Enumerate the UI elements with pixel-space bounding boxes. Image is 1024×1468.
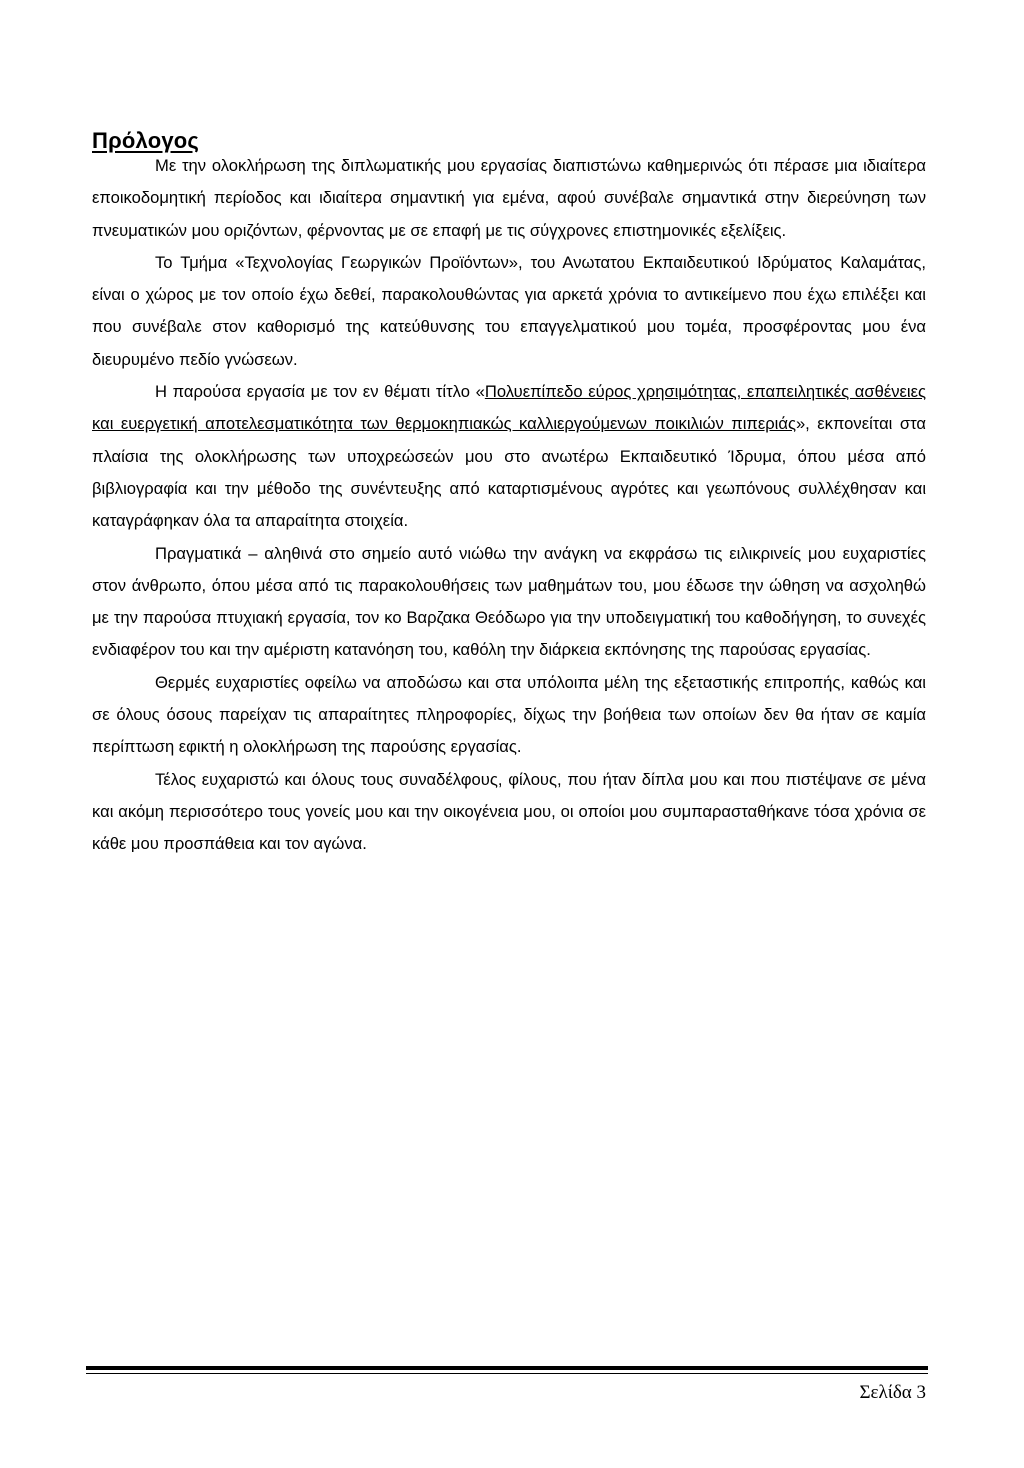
paragraph-4: Πραγματικά – αληθινά στο σημείο αυτό νιώθω την ανάγκη να εκφράσω τις ειλικρινείς μου ευχαριστίες στον άνθρωπο, όπου μέσα από τις παρακολουθήσεις των μαθημάτων του, μου έδωσε την ώθηση να ασχοληθώ με την παρούσα πτυχιακή εργασία, τον κο Βαρζακα Θεόδωρο για την υποδειγματική του καθοδήγηση, το συνεχές ενδιαφέρον του και την αμέριστη κατανόηση του, καθόλη την διάρκεια εκπόνησης της παρούσας εργασίας. (92, 543, 926, 660)
paragraph-1: Με την ολοκλήρωση της διπλωματικής μου εργασίας διαπιστώνω καθημερινώς ότι πέρασε μια ιδιαίτερα εποικοδομητική περίοδος και ιδιαίτερα σημαντική για εμένα, αφού συνέβαλε σημαντικά στην διερεύνηση των πνευματικών μου οριζόντων, φέρνοντας με σε επαφή με τις σύγχρονες επιστημονικές εξελίξεις. (92, 156, 926, 240)
paragraph-2: Το Τμήμα «Τεχνολογίας Γεωργικών Προϊόντων», του Ανωτατου Εκπαιδευτικού Ιδρύματος Καλαμάτας, είναι ο χώρος με τον οποίο έχω δεθεί, παρακολουθώντας για αρκετά χρόνια το αντικείμενο που έχω επιλέξει και που συνέβαλε στον καθορισμό της κατεύθυνσης του επαγγελματικού μου τομέα, προσφέροντας μου ένα διευρυμένο πεδίο γνώσεων. (92, 252, 926, 369)
footer-divider-thin (86, 1373, 928, 1374)
paragraph-5: Θερμές ευχαριστίες οφείλω να αποδώσω και στα υπόλοιπα μέλη της εξεταστικής επιτροπής, καθώς και σε όλους όσους παρείχαν τις απαραίτητες πληροφορίες, δίχως την βοήθεια των οποίων δεν θα ήταν σε καμία περίπτωση εφικτή η ολοκλήρωση της παρούσης εργασίας. (92, 672, 926, 757)
page-number: Σελίδα 3 (859, 1382, 926, 1403)
paragraph-3-intro: Η παρούσα εργασία με τον εν θέματι τίτλο « (155, 382, 485, 402)
page-title: Πρόλογος (92, 128, 200, 153)
thesis-title: Πολυεπίπεδο εύρος χρησιμότητας, επαπειλητικές ασθένειες και ευεργετική αποτελεσματικότητα των θερμοκηπιακώς καλλιεργούμενων ποικιλιών πιπεριάς (92, 382, 926, 434)
paragraph-3 (92, 376, 926, 537)
body-text (92, 150, 926, 861)
paragraph-6: Τέλος ευχαριστώ και όλους τους συναδέλφους, φίλους, που ήταν δίπλα μου και που πιστέψανε σε μένα και ακόμη περισσότερο τους γονείς μου και την οικογένεια μου, οι οποίοι μου συμπαρασταθήκανε τόσα χρόνια σε κάθε μου προσπάθεια και τον αγώνα. (92, 769, 926, 854)
footer-divider (86, 1366, 928, 1370)
paragraph-3-rest: », εκπονείται στα πλαίσια της ολοκλήρωσης των υποχρεώσεών μου στο ανωτέρω Εκπαιδευτικό Ίδρυμα, όπου μέσα από βιβλιογραφία και την μέθοδο της συνέντευξης από καταρτισμένους αγρότες και γεωπόνους συλλέχθησαν και καταγράφηκαν όλα τα απαραίτητα στοιχεία. (92, 414, 926, 531)
